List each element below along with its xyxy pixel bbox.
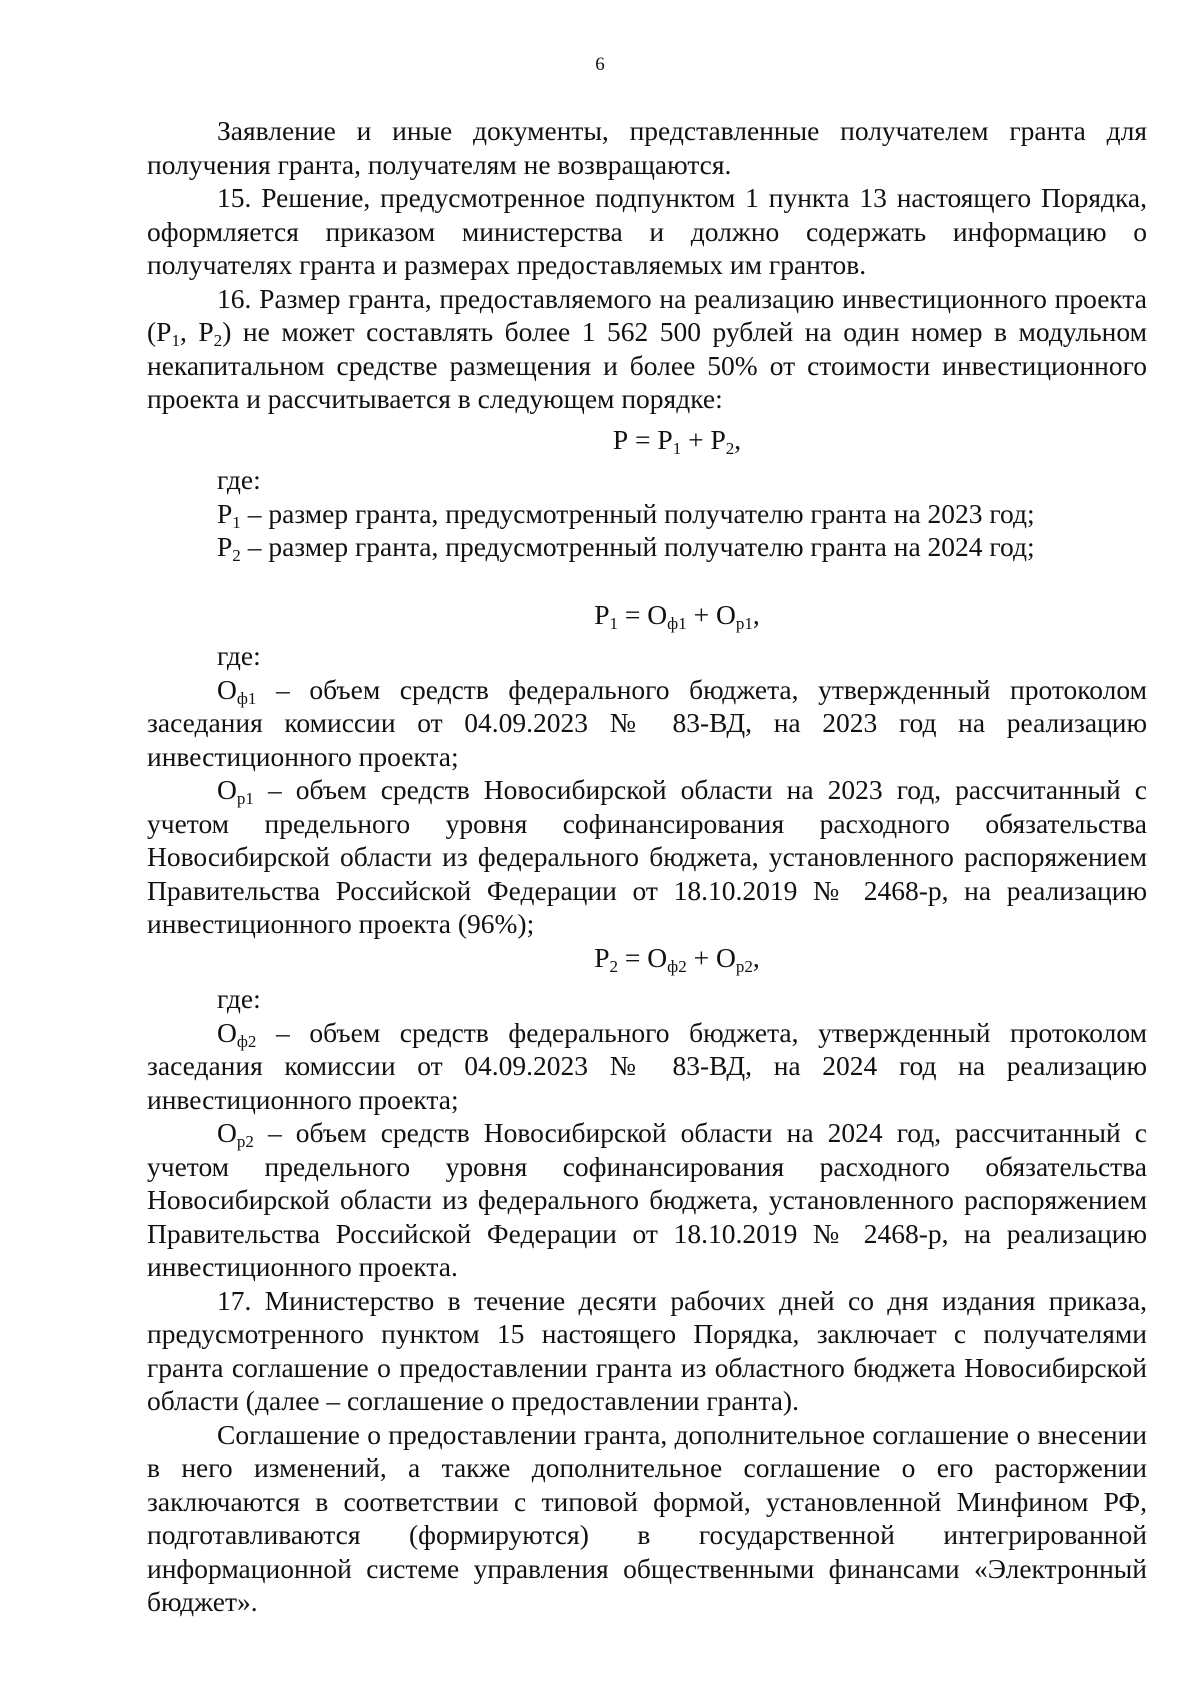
definition-p1: $Р_1$ – размер гранта, предусмотренный получателю гранта на 2023 год;: [217, 497, 1035, 532]
document-body: [147, 114, 1147, 1619]
paragraph-application-documents: Заявление и иные документы, представленные получателем гранта для получения гранта, получателям не возвращаются.: [147, 115, 1147, 180]
definition-op1: $О_{р1}$ – объем средств Новосибирской области на 2023 год, рассчитанный с учетом предельного уровня софинансирования расходного обязательства Новосибирской области из федерального бюджета, установленного распоряжением Правительства Российской Федерации от 18.10.2019 № 2468-р, на реализацию инвестиционного проекта (96%);: [147, 774, 1147, 939]
definition-op2: $О_{р2}$ – объем средств Новосибирской области на 2024 год, рассчитанный с учетом предельного уровня софинансирования расходного обязательства Новосибирской области из федерального бюджета, установленного распоряжением Правительства Российской Федерации от 18.10.2019 № 2468-р, на реализацию инвестиционного проекта.: [147, 1117, 1147, 1282]
where-label: где:: [217, 640, 261, 671]
paragraph-agreement: Соглашение о предоставлении гранта, дополнительное соглашение о внесении в него изменений, а также дополнительное соглашение о его расторжении заключаются в соответствии с типовой формой, установленной Минфином РФ, подготавливаются (формируются) в государственной интегрированной информационной системе управления общественными финансами «Электронный бюджет».: [147, 1418, 1147, 1617]
definition-p2: $Р_2$ – размер гранта, предусмотренный получателю гранта на 2024 год;: [217, 531, 1035, 566]
definition-of2: $О_{ф2}$ – объем средств федерального бюджета, утвержденный протоколом заседания комиссии от 04.09.2023 № 83-ВД, на 2024 год на реализацию инвестиционного проекта;: [147, 1016, 1147, 1115]
where-label: где:: [217, 464, 261, 495]
page-number: 6: [595, 54, 605, 75]
formula-p1: $Р_1 = О_{ф1} + О_{р1}$,: [594, 598, 760, 633]
paragraph-15: 15. Решение, предусмотренное подпунктом 1 пункта 13 настоящего Порядка, оформляется приказом министерства и должно содержать информацию о получателях гранта и размерах предоставляемых им грантов.: [147, 182, 1147, 280]
where-label: где:: [217, 983, 261, 1014]
definition-of1: $О_{ф1}$ – объем средств федерального бюджета, утвержденный протоколом заседания комиссии от 04.09.2023 № 83-ВД, на 2023 год на реализацию инвестиционного проекта;: [147, 673, 1147, 772]
formula-grant-total: $Р = Р_1 + Р_2$,: [612, 423, 742, 458]
paragraph-17: 17. Министерство в течение десяти рабочих дней со дня издания приказа, предусмотренного пунктом 15 настоящего Порядка, заключает с получателями гранта соглашение о предоставлении гранта из областного бюджета Новосибирской области (далее – соглашение о предоставлении гранта).: [147, 1284, 1147, 1416]
formula-p2: $Р_2 = О_{ф2} + О_{р2}$,: [594, 941, 760, 976]
paragraph-16: 16. Размер гранта, предоставляемого на реализацию инвестиционного проекта ($Р_1$, $Р_2$) не может составлять более 1 562 500 рублей на один номер в модульном некапитальном средстве размещения и более 50% от стоимости инвестиционного проекта и рассчитывается в следующем порядке:: [147, 282, 1147, 414]
